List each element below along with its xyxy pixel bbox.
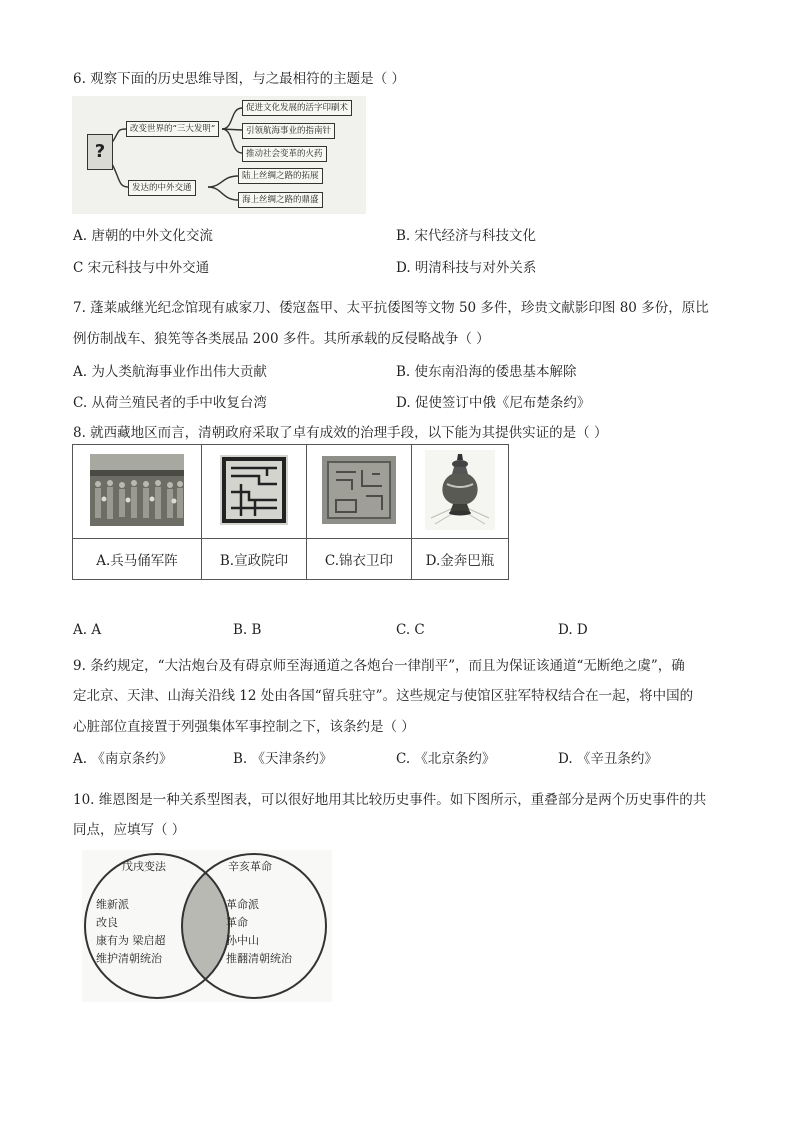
- terracotta-army-picture: [90, 454, 184, 526]
- venn-right-item-2: 革命: [226, 916, 248, 929]
- q8-option-b[interactable]: B. B: [233, 622, 262, 638]
- jinyiwei-seal-image: [307, 445, 412, 539]
- q7-option-b[interactable]: B. 使东南沿海的倭患基本解除: [396, 364, 577, 380]
- q7-option-d[interactable]: D. 促使签订中俄《尼布楚条约》: [396, 395, 591, 411]
- q8-option-d[interactable]: D. D: [558, 622, 588, 638]
- venn-right-item-1: 革命派: [226, 898, 259, 911]
- q10-stem-line1: 10. 维恩图是一种关系型图表，可以很好地用其比较历史事件。如下图所示，重叠部分是两个历史事件的共: [73, 792, 707, 808]
- q7-stem-line1: 7. 蓬莱戚继光纪念馆现有戚家刀、倭寇盔甲、太平抗倭图等文物 50 多件，珍贵文献影印图 80 多份，原比: [73, 300, 709, 316]
- venn-left-item-4: 维护清朝统治: [96, 952, 162, 965]
- venn-left-title: 戊戌变法: [122, 860, 166, 873]
- q9-stem-line1: 9. 条约规定，“大沽炮台及有碍京师至海通道之各炮台一律削平”，而且为保证该通道“无断绝之虞”，确: [73, 658, 685, 674]
- venn-right-item-4: 推翻清朝统治: [226, 952, 292, 965]
- mind-map-leaf-land-silk-road: 陆上丝绸之路的拓展: [238, 168, 323, 184]
- mind-map-leaf-gunpowder: 推动社会变革的火药: [242, 146, 327, 162]
- venn-diagram: [82, 850, 332, 1002]
- venn-left-item-2: 改良: [96, 916, 118, 929]
- q9-option-b[interactable]: B. 《天津条约》: [233, 751, 333, 767]
- xuanzhengyuan-seal-image: [202, 445, 307, 539]
- q8-stem: 8. 就西藏地区而言，清朝政府采取了卓有成效的治理手段，以下能为其提供实证的是（ ）: [73, 425, 608, 441]
- q6-option-b[interactable]: B. 宋代经济与科技文化: [396, 228, 537, 244]
- venn-circles: [82, 850, 332, 1002]
- mind-map-figure: [72, 96, 366, 214]
- q8-option-c[interactable]: C. C: [396, 622, 425, 638]
- q6-stem: 6. 观察下面的历史思维导图，与之最相符的主题是（ ）: [73, 71, 405, 87]
- q9-option-d[interactable]: D. 《辛丑条约》: [558, 751, 658, 767]
- mind-map-branch-inventions: 改变世界的“三大发明”: [126, 121, 219, 137]
- q9-option-c[interactable]: C. 《北京条约》: [396, 751, 496, 767]
- q6-option-a[interactable]: A. 唐朝的中外文化交流: [73, 228, 213, 244]
- q6-option-d[interactable]: D. 明清科技与对外关系: [396, 260, 537, 276]
- caption-a: A.兵马俑军阵: [73, 539, 202, 580]
- venn-left-item-3: 康有为 梁启超: [96, 934, 166, 947]
- q9-stem-line2: 定北京、天津、山海关沿线 12 处由各国“留兵驻守”。这些规定与使馆区驻军特权结合在一起，将中国的: [73, 688, 694, 704]
- caption-b: B.宣政院印: [202, 539, 307, 580]
- mind-map-center: ?: [87, 134, 113, 170]
- mind-map-leaf-sea-silk-road: 海上丝绸之路的鼎盛: [238, 192, 323, 208]
- q10-stem-line2: 同点，应填写（ ）: [73, 822, 186, 838]
- venn-left-item-1: 维新派: [96, 898, 129, 911]
- terracotta-army-image: [73, 445, 202, 539]
- q7-option-a[interactable]: A. 为人类航海事业作出伟大贡献: [73, 364, 267, 380]
- q7-stem-line2: 例仿制战车、狼筅等各类展品 200 多件。其所承载的反侵略战争（ ）: [73, 331, 490, 347]
- seal-picture: [219, 454, 289, 526]
- q6-option-c[interactable]: C 宋元科技与中外交通: [73, 260, 210, 276]
- mind-map-leaf-printing: 促进文化发展的活字印刷术: [242, 100, 352, 116]
- venn-right-item-3: 孙中山: [226, 934, 259, 947]
- venn-right-title: 辛亥革命: [228, 860, 272, 873]
- mind-map-leaf-compass: 引领航海事业的指南针: [242, 123, 335, 139]
- mind-map-branch-traffic: 发达的中外交通: [128, 180, 196, 196]
- q9-stem-line3: 心脏部位直接置于列强集体军事控制之下，该条约是（ ）: [73, 719, 415, 735]
- golden-urn-picture: [425, 450, 495, 530]
- q9-option-a[interactable]: A. 《南京条约》: [73, 751, 173, 767]
- q7-option-c[interactable]: C. 从荷兰殖民者的手中收复台湾: [73, 395, 267, 411]
- bronze-seal-picture: [322, 456, 396, 524]
- golden-urn-image: [412, 445, 509, 539]
- caption-d: D.金奔巴瓶: [412, 539, 509, 580]
- q8-image-table: [72, 444, 509, 580]
- caption-c: C.锦衣卫印: [307, 539, 412, 580]
- q8-option-a[interactable]: A. A: [73, 622, 102, 638]
